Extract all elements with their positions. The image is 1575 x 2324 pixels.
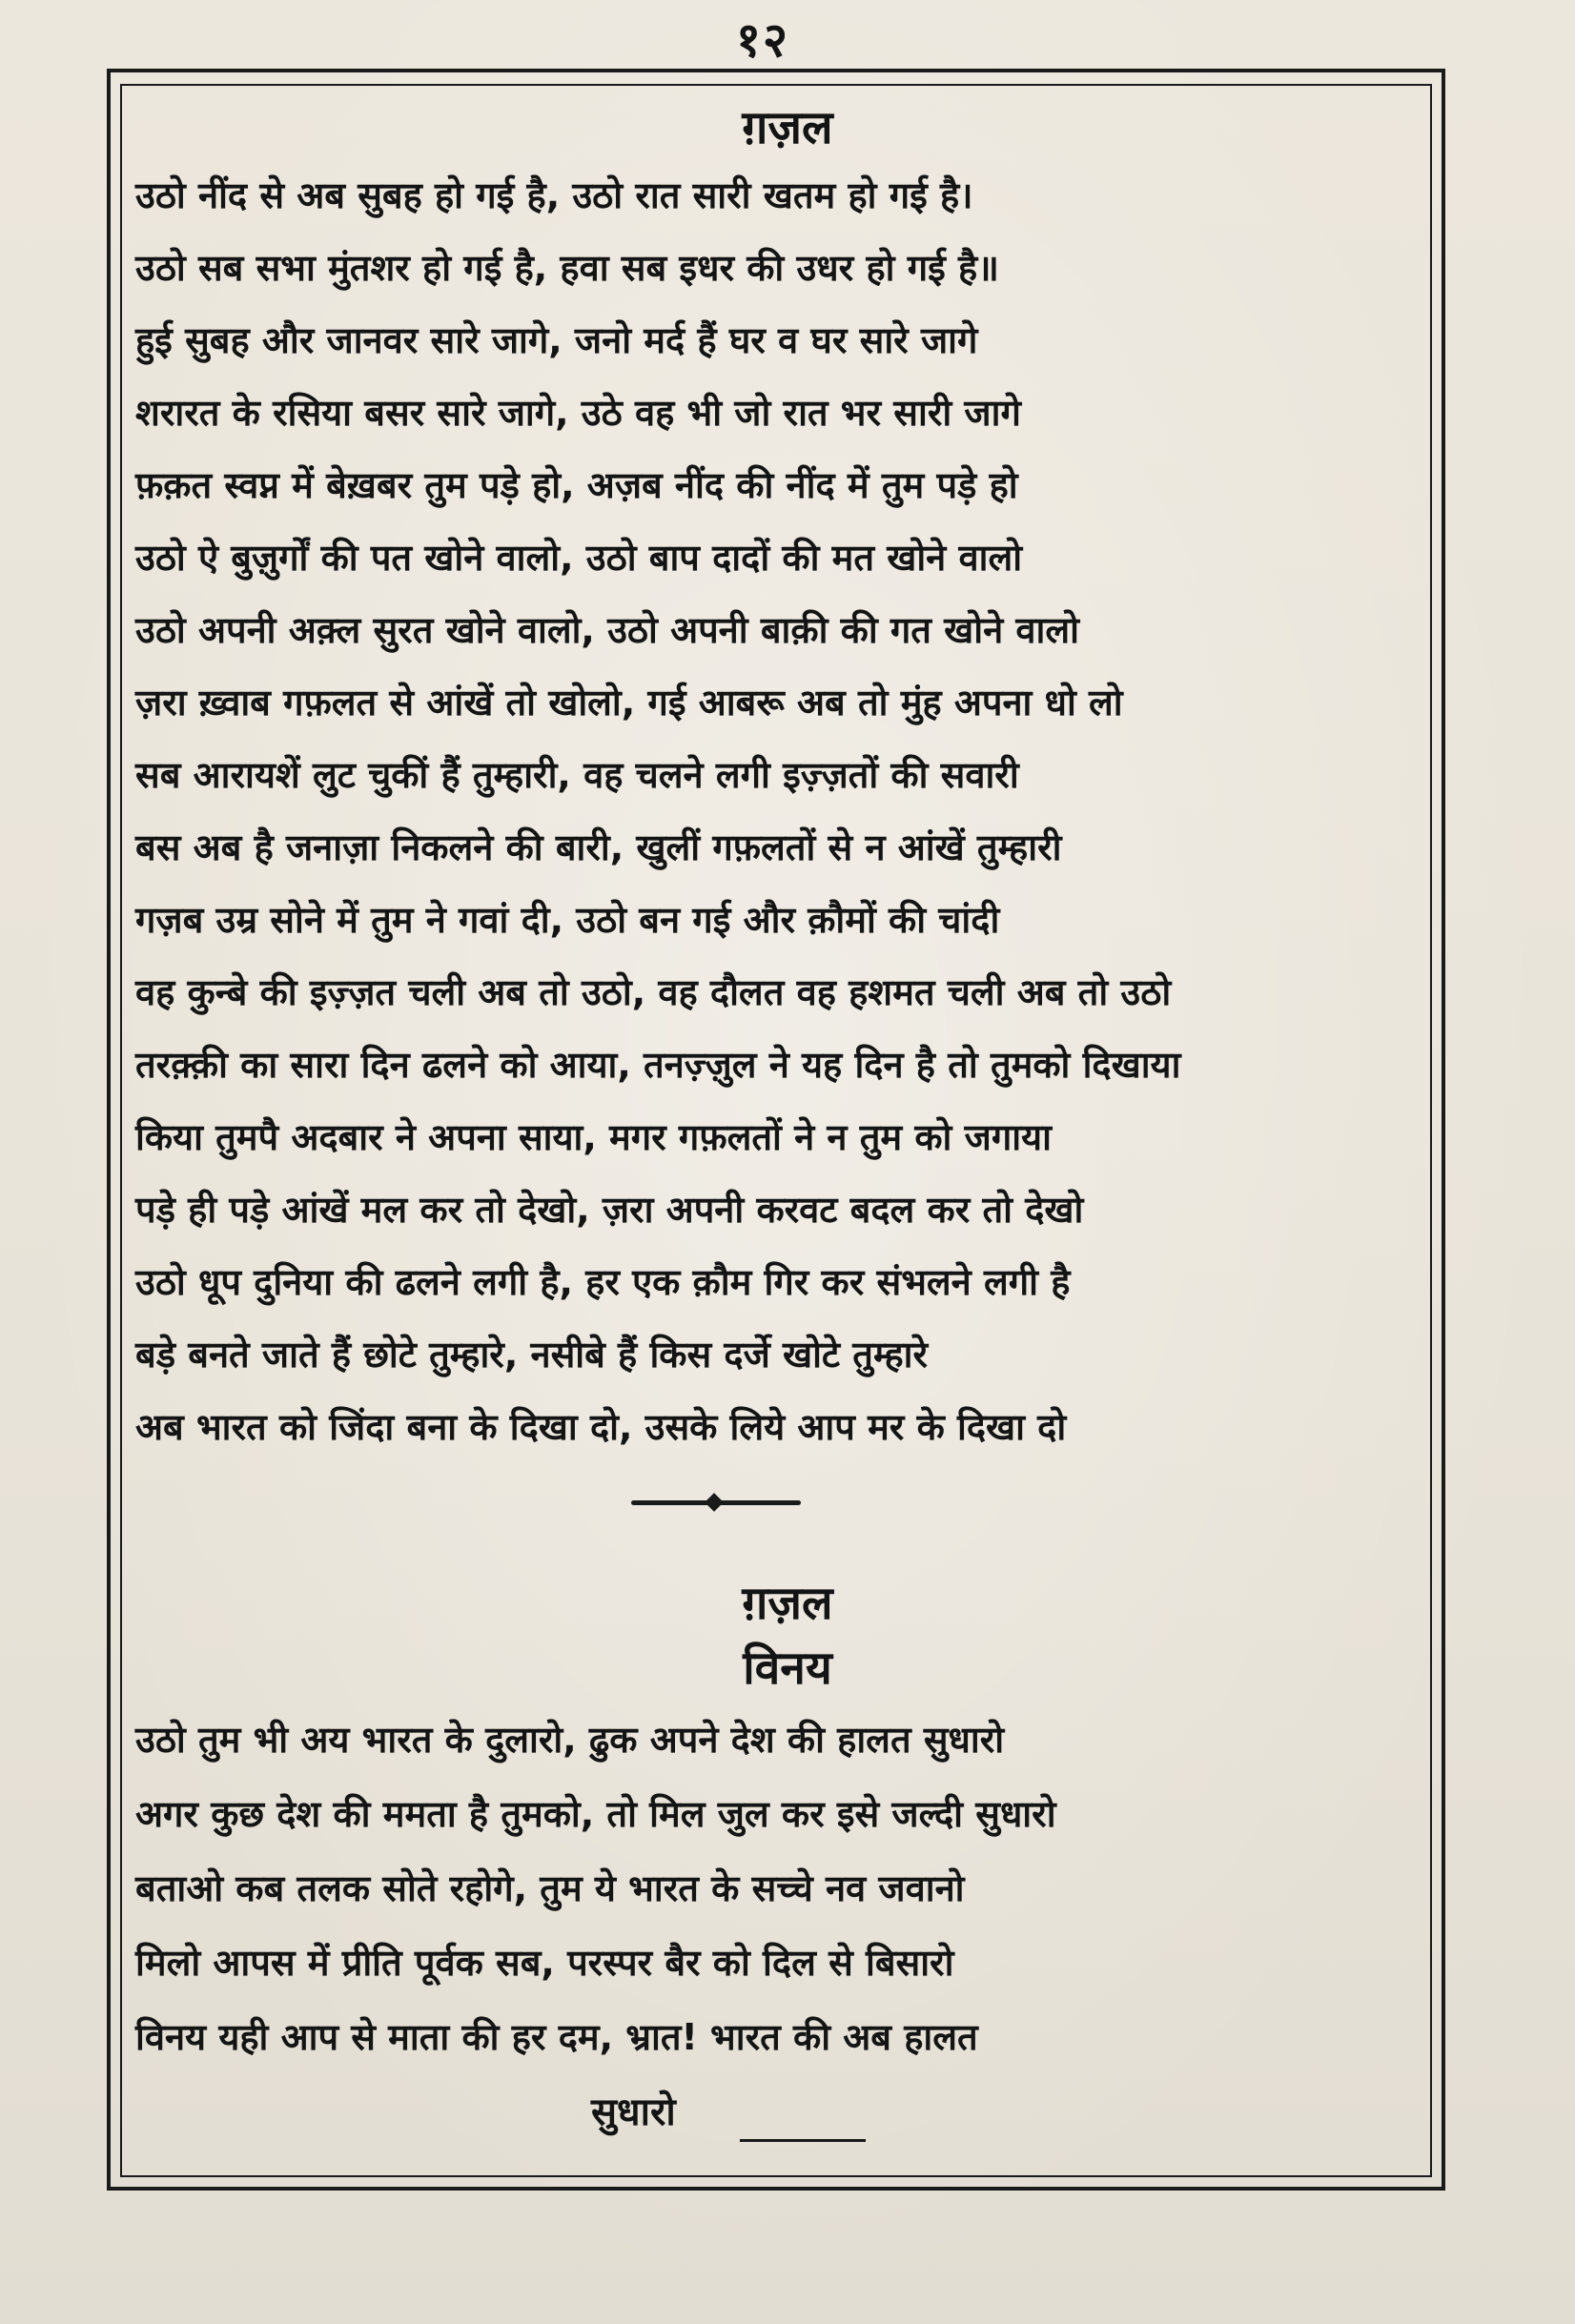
ghazal-2-line: विनय यही आप से माता की हर दम, भ्रात! भारत की अब हालत — [135, 2016, 978, 2058]
ghazal-1-line: उठो नींद से अब सुबह हो गई है, उठो रात सारी खतम हो गई है। — [135, 174, 973, 216]
ghazal-2-line: उठो तुम भी अय भारत के दुलारो, ढुक अपने देश की हालत सुधारो — [135, 1719, 1005, 1761]
closing-rule — [740, 2139, 866, 2142]
ghazal-1-line: हुई सुबह और जानवर सारे जागे, जनो मर्द हैं घर व घर सारे जागे — [135, 319, 978, 361]
ghazal-1-line: उठो अपनी अक़्ल सुरत खोने वालो, उठो अपनी बाक़ी की गत खोने वालो — [135, 609, 1080, 651]
ghazal-1-line: उठो ऐ बुज़ुर्गों की पत खोने वालो, उठो बाप दादों की मत खोने वालो — [135, 537, 1023, 579]
ghazal-1-line: अब भारत को जिंदा बना के दिखा दो, उसके लिये आप मर के दिखा दो — [135, 1406, 1067, 1448]
page-number: १२ — [736, 12, 789, 68]
ghazal-1-title: ग़ज़ल — [742, 101, 833, 154]
ghazal-1-line: पड़े ही पड़े आंखें मल कर तो देखो, ज़रा अपनी करवट बदल कर तो देखो — [135, 1189, 1084, 1231]
ghazal-2-subtitle: विनय — [743, 1641, 832, 1695]
ghazal-2-line: अगर कुछ देश की ममता है तुमको, तो मिल जुल कर इसे जल्दी सुधारो — [135, 1793, 1056, 1835]
ghazal-1-line: वह कुन्बे की इज़्ज़त चली अब तो उठो, वह दौलत वह हशमत चली अब तो उठो — [135, 971, 1172, 1013]
ghazal-1-line: ज़रा ख़्वाब गफ़लत से आंखें तो खोलो, गई आबरू अब तो मुंह अपना धो लो — [135, 682, 1123, 724]
ghazal-1-line: तरक़्क़ी का सारा दिन ढलने को आया, तनज़्ज़ुल ने यह दिन है तो तुमको दिखाया — [135, 1044, 1181, 1086]
ghazal-1-line: उठो धूप दुनिया की ढलने लगी है, हर एक क़ौम गिर कर संभलने लगी है — [135, 1261, 1071, 1303]
ghazal-2-closing: सुधारो — [591, 2090, 676, 2134]
ghazal-2-title: ग़ज़ल — [742, 1577, 833, 1630]
ghazal-1-line: फ़क़त स्वप्न में बेख़बर तुम पड़े हो, अज़ब नींद की नींद में तुम पड़े हो — [135, 464, 1018, 506]
ghazal-1-line: शरारत के रसिया बसर सारे जागे, उठे वह भी जो रात भर सारी जागे — [135, 392, 1021, 434]
ghazal-1-line: गज़ब उम्र सोने में तुम ने गवां दी, उठो बन गई और क़ौमों की चांदी — [135, 899, 1000, 941]
section-divider — [631, 1500, 801, 1505]
ghazal-1-line: उठो सब सभा मुंतशर हो गई है, हवा सब इधर की उधर हो गई है॥ — [135, 247, 999, 289]
ghazal-1-line: बड़े बनते जाते हैं छोटे तुम्हारे, नसीबे हैं किस दर्जे खोटे तुम्हारे — [135, 1334, 929, 1376]
ghazal-1-line: बस अब है जनाज़ा निकलने की बारी, खुलीं गफ़लतों से न आंखें तुम्हारी — [135, 826, 1062, 868]
ghazal-2-line: बताओ कब तलक सोते रहोगे, तुम ये भारत के सच्चे नव जवानो — [135, 1867, 965, 1909]
ghazal-1-line: सब आरायशें लुट चुकीं हैं तुम्हारी, वह चलने लगी इज़्ज़तों की सवारी — [135, 754, 1019, 796]
ghazal-2-line: मिलो आपस में प्रीति पूर्वक सब, परस्पर बैर को दिल से बिसारो — [135, 1942, 954, 1984]
ghazal-1-line: किया तुमपै अदबार ने अपना साया, मगर गफ़लतों ने न तुम को जगाया — [135, 1116, 1052, 1158]
